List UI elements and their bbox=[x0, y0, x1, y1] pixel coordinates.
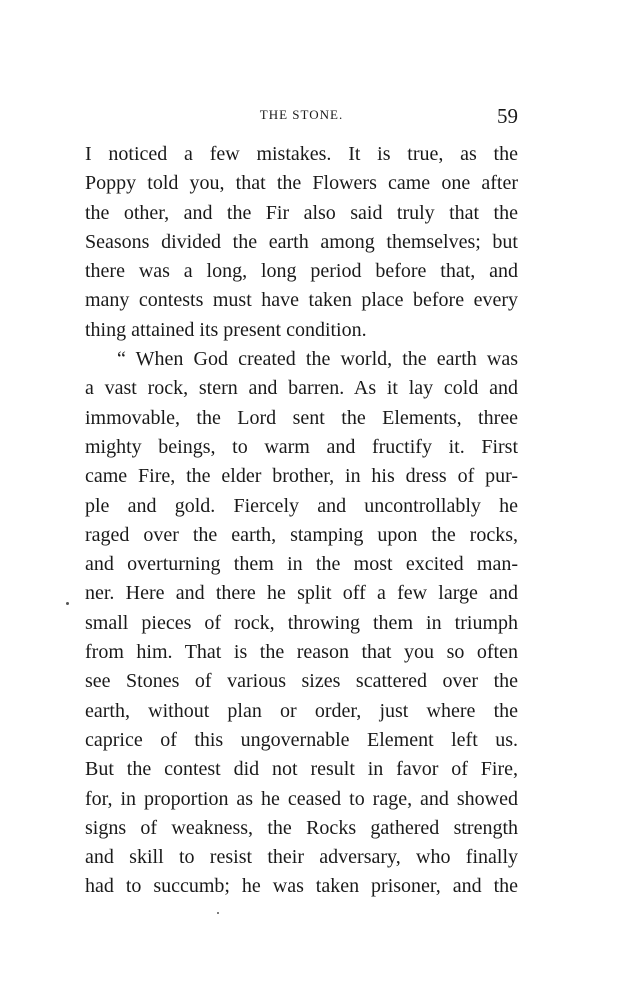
text-line: the other, and the Fir also said truly that the bbox=[85, 201, 518, 224]
page-number: 59 bbox=[497, 104, 518, 128]
text-line: But the contest did not result in favor of Fire, bbox=[85, 758, 518, 781]
text-line: had to succumb; he was taken prisoner, and the bbox=[85, 875, 518, 898]
text-line: there was a long, long period before that, and bbox=[85, 260, 518, 283]
text-line: raged over the earth, stamping upon the rocks, bbox=[85, 523, 518, 546]
running-title: THE STONE. bbox=[259, 107, 344, 122]
text-line: earth, without plan or order, just where the bbox=[85, 699, 518, 722]
text-line: and skill to resist their adversary, who finally bbox=[85, 846, 518, 869]
text-line: for, in proportion as he ceased to rage, and showed bbox=[85, 787, 518, 810]
text-line: signs of weakness, the Rocks gathered strength bbox=[85, 816, 518, 839]
text-line: I noticed a few mistakes. It is true, as the bbox=[85, 143, 518, 165]
text-line: ple and gold. Fiercely and uncontrollably he bbox=[85, 494, 518, 517]
text-line: ner. Here and there he split off a few large and bbox=[85, 582, 518, 605]
text-line: caprice of this ungovernable Element left us. bbox=[85, 728, 518, 751]
text-line: a vast rock, stern and barren. As it lay cold and bbox=[85, 377, 518, 400]
text-line: see Stones of various sizes scattered over the bbox=[85, 670, 518, 693]
text-line: came Fire, the elder brother, in his dress of pur- bbox=[85, 465, 518, 488]
text-line: Poppy told you, that the Flowers came one after bbox=[85, 172, 518, 195]
text-line: and overturning them in the most excited man- bbox=[85, 553, 518, 576]
text-line: small pieces of rock, throwing them in triumph bbox=[85, 611, 518, 634]
text-line: many contests must have taken place before every bbox=[85, 289, 518, 312]
paper-speck bbox=[66, 602, 69, 605]
text-line: “ When God created the world, the earth was bbox=[117, 348, 518, 371]
text-line: thing attained its present condition. bbox=[85, 318, 367, 341]
body-text bbox=[85, 140, 518, 902]
text-line: immovable, the Lord sent the Elements, three bbox=[85, 406, 518, 429]
text-line: from him. That is the reason that you so often bbox=[85, 641, 518, 664]
text-line: mighty beings, to warm and fructify it. First bbox=[85, 435, 518, 458]
text-line: Seasons divided the earth among themselves; but bbox=[85, 230, 518, 253]
paper-speck bbox=[217, 912, 219, 914]
running-header bbox=[0, 104, 637, 134]
